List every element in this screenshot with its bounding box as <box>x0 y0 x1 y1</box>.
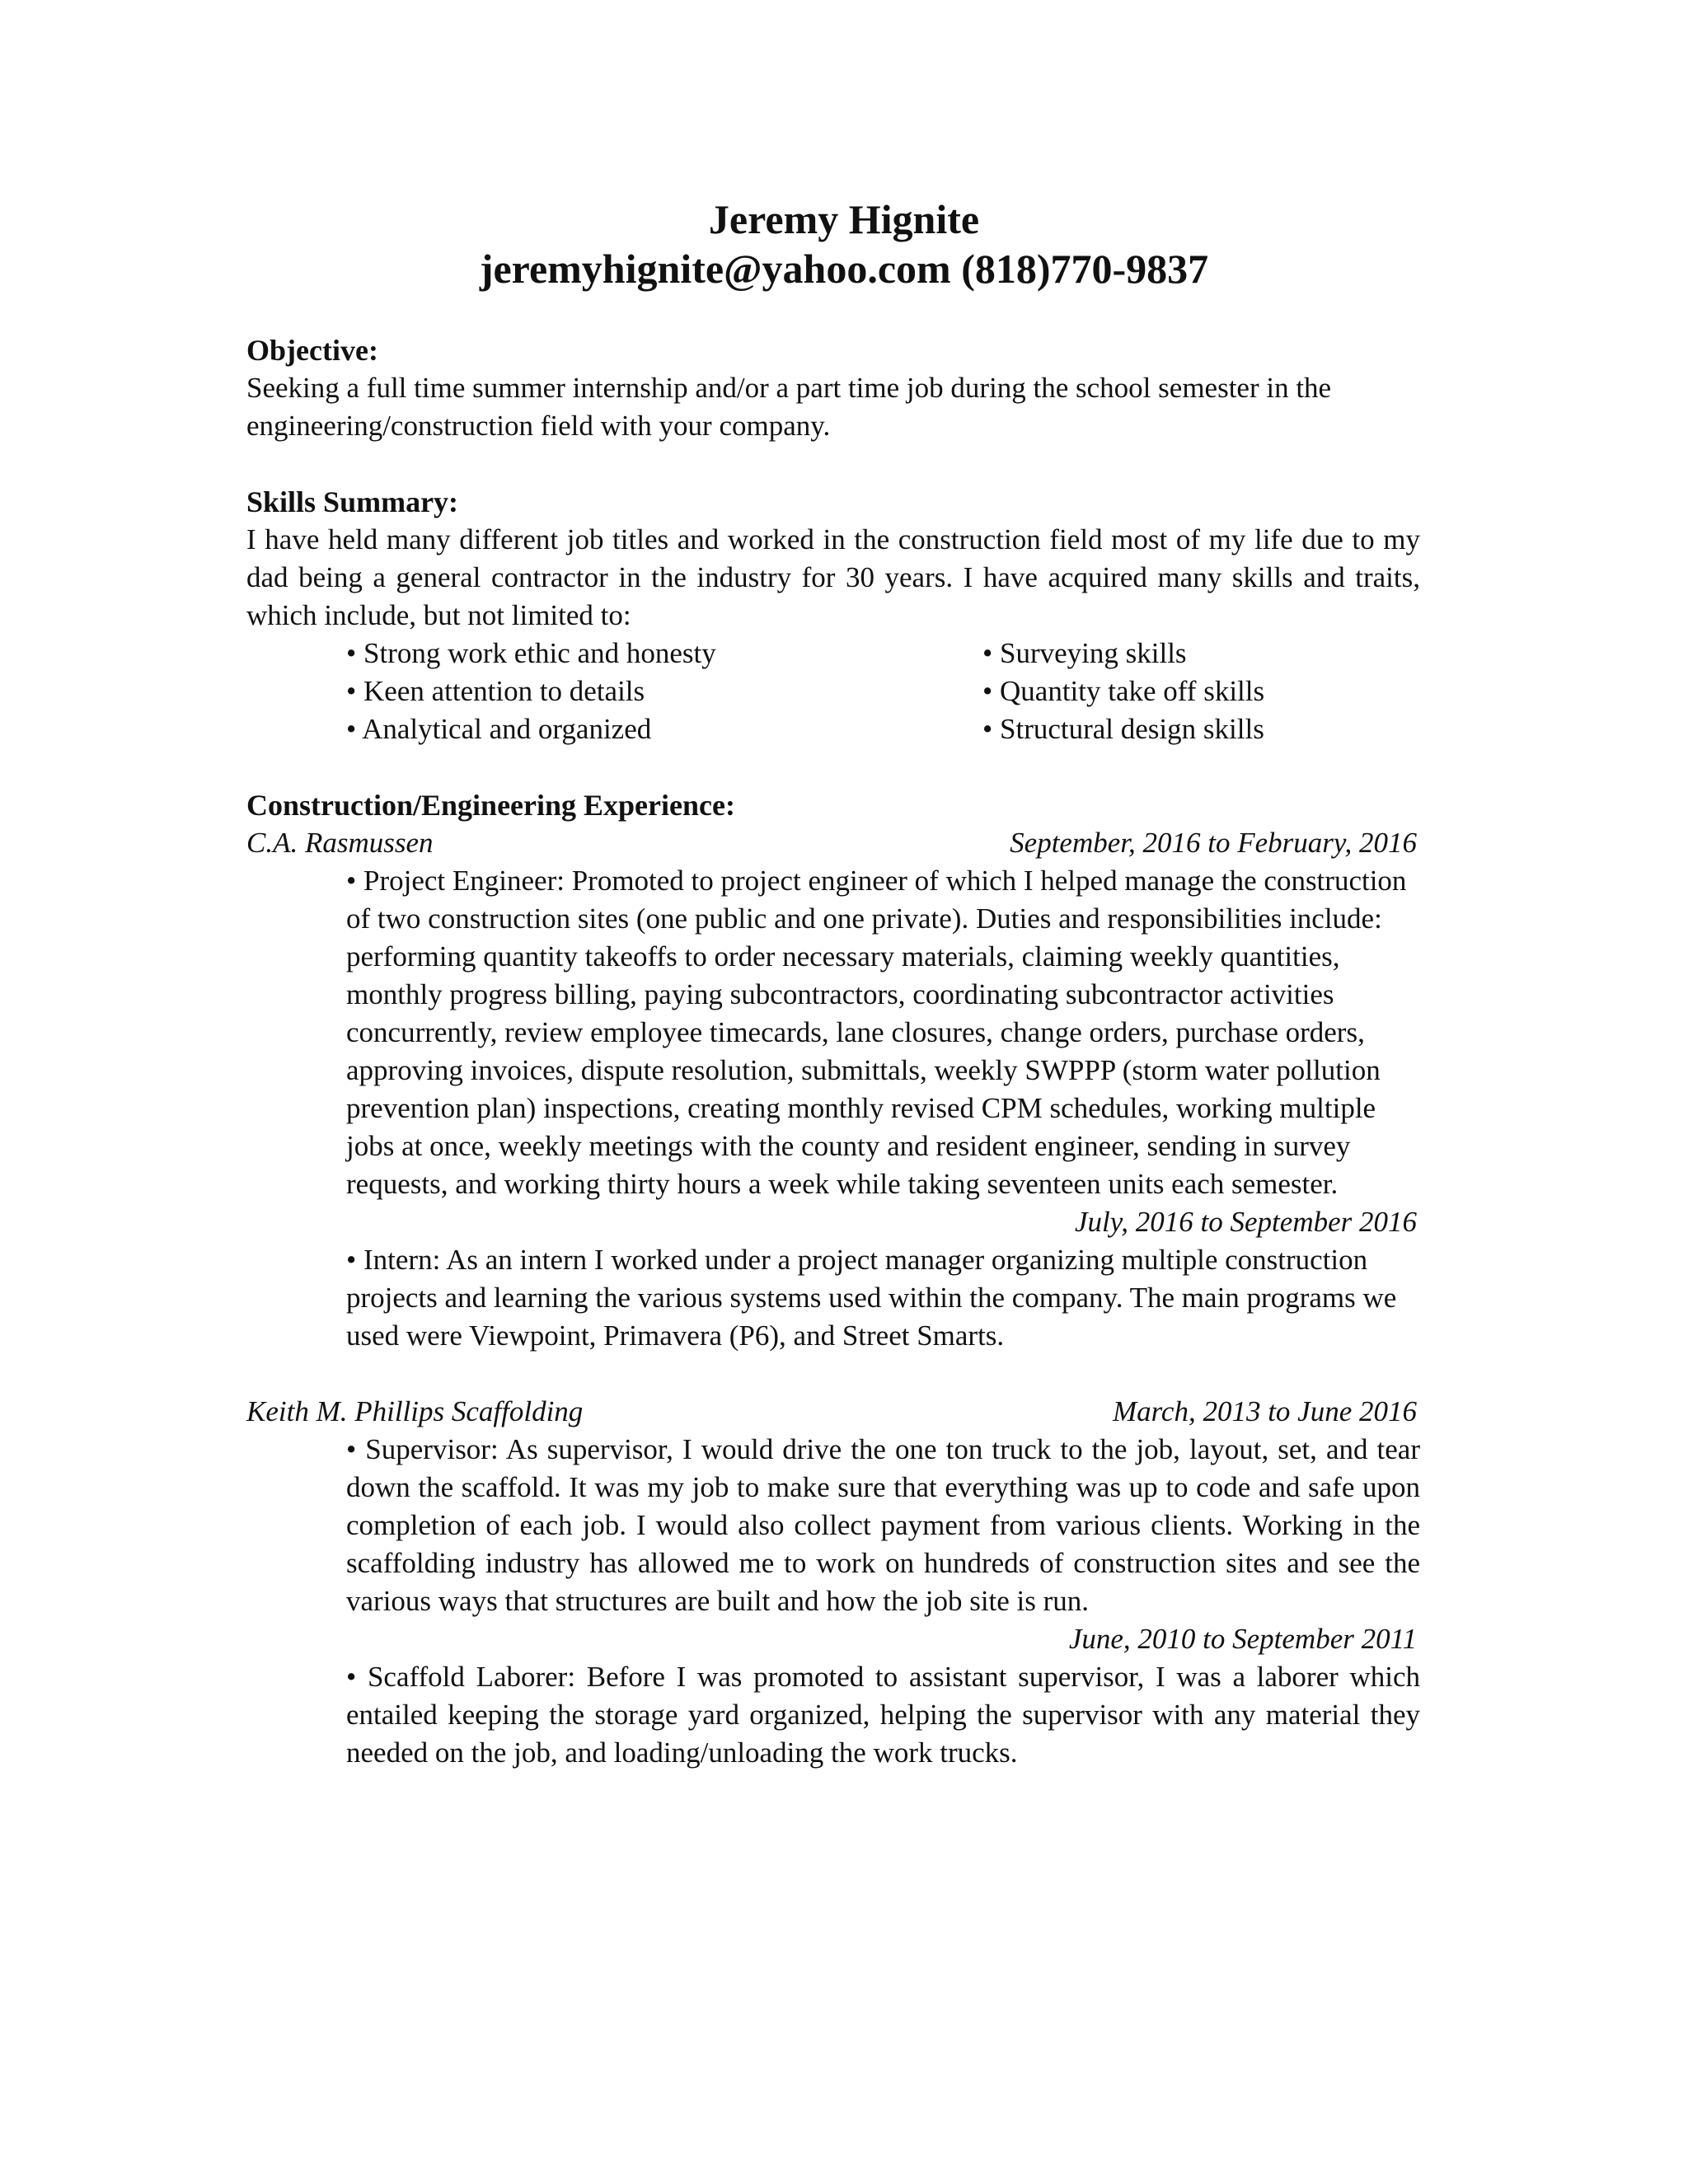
job-dates: March, 2013 to June 2016 <box>1112 1395 1417 1427</box>
experience-section <box>246 786 1420 1772</box>
job-entry <box>246 1393 1420 1772</box>
skills-text: I have held many different job titles and worked in the construction field most of my life due to my dad being a general contractor in the industry for 30 years. I have acquired many skills and traits, which include, but not limited to: <box>246 523 1420 631</box>
skill-item: • Structural design skills <box>982 713 1264 745</box>
job-header <box>246 1393 1417 1431</box>
experience-title: Construction/Engineering Experience: <box>246 789 735 822</box>
objective-section <box>246 331 1420 445</box>
spacer <box>246 1355 1420 1393</box>
job-description: • Project Engineer: Promoted to project engineer of which I helped manage the construction of two construction sites (one public and one private). Duties and responsibilities include: performing quantity takeoffs to order necessary materials, claiming weekly quantities, monthly progress billing, paying subcontractors, coordinating subcontractor activities concurrently, review employee timecards, lane closures, change orders, purchase orders, approving invoices, dispute resolution, submittals, weekly SWPPP (storm water pollution prevention plan) inspections, creating monthly revised CPM schedules, working multiple jobs at once, weekly meetings with the county and resident engineer, sending in survey requests, and working thirty hours a week while taking seventeen units each semester. <box>346 865 1407 1200</box>
job-dates: September, 2016 to February, 2016 <box>1010 827 1417 859</box>
objective-title: Objective: <box>246 334 378 367</box>
skills-list <box>346 635 1420 748</box>
resume-body <box>246 331 1420 1772</box>
job-description: • Intern: As an intern I worked under a project manager organizing multiple construction projects and learning the various systems used within the company. The main programs we used were Viewpoint, Primavera (P6), and Street Smarts. <box>346 1244 1397 1352</box>
job-header <box>246 824 1417 862</box>
company-name: C.A. Rasmussen <box>246 827 434 859</box>
skill-item: • Analytical and organized <box>346 713 652 745</box>
resume-header <box>0 194 1688 293</box>
skill-item: • Surveying skills <box>982 637 1187 669</box>
skill-item: • Quantity take off skills <box>982 675 1265 707</box>
job-description: • Scaffold Laborer: Before I was promoted to assistant supervisor, I was a laborer which entailed keeping the storage yard organized, helping the supervisor with any material they needed on the job, and loading/unloading the work trucks. <box>346 1661 1420 1769</box>
job-description: • Supervisor: As supervisor, I would drive the one ton truck to the job, layout, set, and tear down the scaffold. It was my job to make sure that everything was up to code and safe upon completion of each job. I would also collect payment from various clients. Working in the scaffolding industry has allowed me to work on hundreds of construction sites and see the various ways that structures are built and how the job site is run. <box>346 1433 1420 1617</box>
applicant-name: Jeremy Hignite <box>708 196 980 242</box>
skills-title: Skills Summary: <box>246 485 459 518</box>
spacer <box>246 445 1420 483</box>
skills-section <box>246 483 1420 748</box>
job-dates: June, 2010 to September 2011 <box>1068 1623 1417 1655</box>
job-entry <box>246 824 1420 1355</box>
contact-info: jeremyhignite@yahoo.com (818)770-9837 <box>479 246 1209 292</box>
spacer <box>246 748 1420 786</box>
job-dates: July, 2016 to September 2016 <box>1074 1206 1417 1238</box>
skill-item: • Strong work ethic and honesty <box>346 637 716 669</box>
objective-text: Seeking a full time summer internship and/or a part time job during the school semester in the engineering/construction field with your company. <box>246 372 1332 442</box>
company-name: Keith M. Phillips Scaffolding <box>246 1395 584 1427</box>
skill-item: • Keen attention to details <box>346 675 645 707</box>
